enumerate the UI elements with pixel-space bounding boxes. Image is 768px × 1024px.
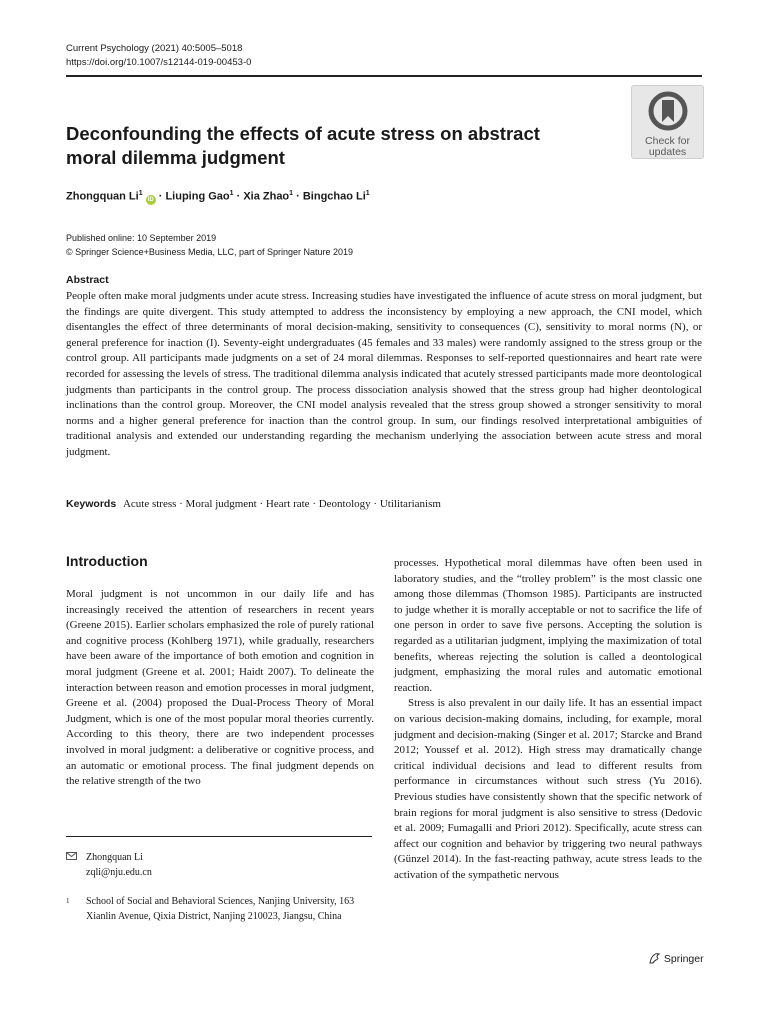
journal-citation: Current Psychology (2021) 40:5005–5018 <box>66 43 243 54</box>
author-affiliation: 1 <box>289 190 294 197</box>
author-name[interactable]: Xia Zhao <box>243 190 290 203</box>
springer-horse-icon <box>648 952 661 965</box>
footnote-rule <box>66 836 372 837</box>
author-name[interactable]: Zhongquan Li <box>66 190 139 203</box>
keywords-text: Acute stress · Moral judgment · Heart rate · Deontology · Utilitarianism <box>122 498 441 510</box>
intro-paragraph: processes. Hypothetical moral dilemmas have often been used in laboratory studies, and the “trolley problem” is the most classic one among those dilemmas (Thomson 1985). Participants are instructed to judge whether it is morally acceptable or not to sacrifice the life of one person in order to save five persons. Accepting the solution is regarded as a utilitarian judgment, implying the maximization of total benefits, whereas rejecting the solution is called a deontological judgment, emphasizing the moral rules and automatic emotional reaction. <box>394 557 702 694</box>
publisher-name: Springer <box>663 953 704 965</box>
keywords-heading: Keywords <box>66 498 117 510</box>
journal-header <box>66 42 251 70</box>
author-affiliation: 1 <box>138 190 143 197</box>
footnotes <box>66 850 374 924</box>
author-affiliation: 1 <box>229 190 234 197</box>
published-date: Published online: 10 September 2019 <box>66 233 217 243</box>
intro-paragraph: Moral judgment is not uncommon in our daily life and has increasingly received the attention of researchers in recent years (Greene 2015). Earlier scholars emphasized the role of purely rational and cognitive process (Kohlberg 1971), while gradually, researchers have been aware of the importance of both emotion and cognition in moral judgment (Greene et al. 2001; Haidt 2007). To delineate the interaction between reason and emotion processes in moral judgment, Greene et al. (2004) proposed the Dual-Process Theory of Moral Judgment, which is one of the most popular moral theories currently. According to this theory, there are two independent processes involved in moral judgment: a deliberative or cognitive process, and an automatic or emotional process. The final judgment depends on the relative strength of the two <box>66 588 374 788</box>
section-heading-introduction: Introduction <box>66 553 148 569</box>
affiliation-footnote <box>66 894 374 924</box>
header-rule <box>66 75 702 77</box>
badge-line-1: Check for <box>645 135 690 147</box>
affiliation-mark: 1 <box>66 897 70 905</box>
envelope-icon <box>66 850 86 880</box>
intro-paragraph: Stress is also prevalent in our daily life. It has an essential impact on various decision-making domains, including, for example, moral judgment and decision-making (Singer et al. 2017; Starcke and Brand 2012; Youssef et al. 2012). High stress may dramatically change critical individual decisions and lead to different results from performance in circumstances without such stress (Yu 2016). Previous studies have consistently shown that the specific network of brain regions for moral judgment is also sensitive to stress (Dedovic et al. 2009; Fumagalli and Priori 2012). Specifically, acute stress can affect our cognition and behavior by triggering two neural pathways (Günzel 2014). In the fast-reacting pathway, acute stress leads to the activation of the sympathetic nervous <box>394 697 702 881</box>
contact-name: Zhongquan Li <box>86 852 143 863</box>
author-list: Zhongquan Li$^1$ iD · Liuping Gao$^1$ · Xia Zhao$^1$ · Bingchao Li$^1$ <box>66 190 370 203</box>
doi-link[interactable]: https://doi.org/10.1007/s12144-019-00453-0 <box>66 57 252 68</box>
abstract-heading: Abstract <box>66 274 109 286</box>
copyright-line: © Springer Science+Business Media, LLC, part of Springer Nature 2019 <box>66 247 354 257</box>
badge-line-2: updates <box>648 146 687 158</box>
right-column <box>394 556 702 883</box>
contact-email[interactable]: zqli@nju.edu.cn <box>86 867 152 878</box>
publisher-logo <box>648 952 704 965</box>
affiliation-text: School of Social and Behavioral Sciences, Nanjing University, 163 Xianlin Avenue, Qixia District, Nanjing 210023, Jiangsu, China <box>86 896 355 922</box>
check-for-updates-badge[interactable] <box>631 85 704 159</box>
author-name[interactable]: Bingchao Li <box>302 190 366 203</box>
abstract-text: People often make moral judgments under acute stress. Increasing studies have investigated the influence of acute stress on moral judgment, but the findings are quite divergent. This study attempted to address the inconsistency by employing a new approach, the CNI model, which disentangles the effect of three determinants of moral decision-making, sensitivity to consequences (C), sensitivity to moral norms (N), or general preference for inaction (I). Seventy-eight undergraduates (45 females and 33 males) were randomly assigned to the stress group or the control group. All participants made judgments on a set of 24 moral dilemmas. Responses to self-reported questionnaires and heart rate were recorded for assessing the levels of stress. The traditional dilemma analysis indicated that acutely stressed participants made more deontological judgments than participants in the control group. The process dissociation analysis showed that the stress group had higher deontological inclinations than the control group. Moreover, the CNI model analysis revealed that the stress group showed a stronger sensitivity to moral norms and a higher general preference for inaction than the control group. In sum, our findings resolved interpretational ambiguities of traditional analysis and extended our understanding regarding the mechanism underlying the association between acute stress and moral judgment. <box>66 290 702 458</box>
orcid-icon[interactable]: iD <box>147 196 154 203</box>
author-name[interactable]: Liuping Gao <box>165 190 230 203</box>
contact-footnote <box>66 850 374 880</box>
publication-info <box>66 231 353 259</box>
author-affiliation: 1 <box>365 190 370 197</box>
keywords-line <box>66 498 441 510</box>
abstract-section <box>66 274 702 461</box>
article-title: Deconfounding the effects of acute stress on abstract moral dilemma judgment <box>66 123 540 168</box>
bookmark-ring-icon <box>648 91 688 131</box>
left-column <box>66 587 374 790</box>
